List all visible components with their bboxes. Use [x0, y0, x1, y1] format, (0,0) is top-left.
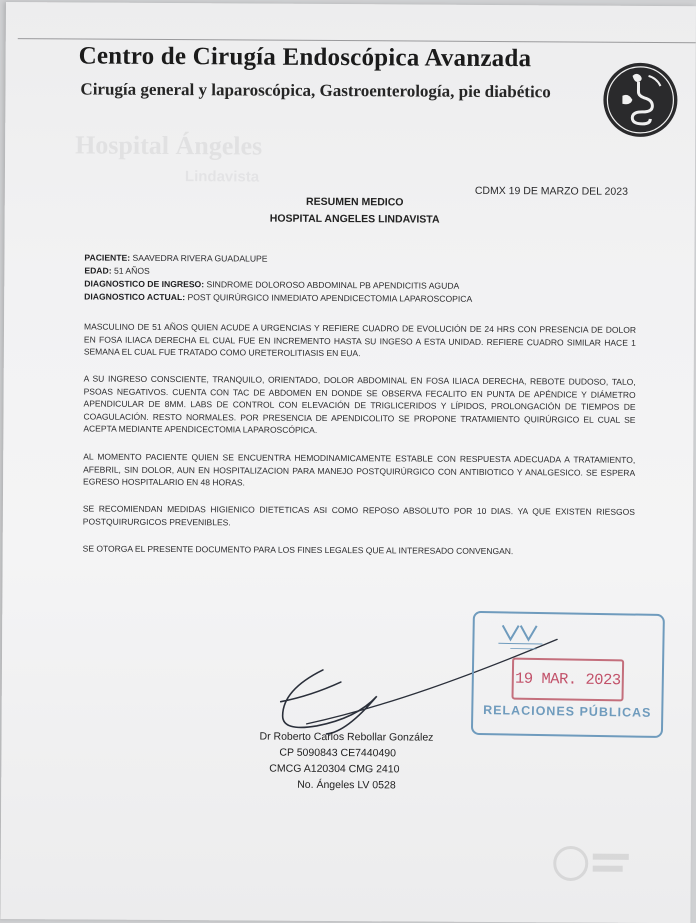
doctor-name: Dr Roberto Carlos Rebollar González	[259, 731, 433, 744]
dx-admission-row	[84, 278, 459, 290]
digestive-tract-icon	[602, 62, 678, 138]
hospital-name: HOSPITAL ANGELES LINDAVISTA	[5, 211, 696, 227]
paragraph-exam: A SU INGRESO CONSCIENTE, TRANQUILO, ORIENTADO, DOLOR ABDOMINAL EN FOSA ILIACA DERECHA, REBOTE DUDOSO, TALO, PSOAS NEGATIVOS. CUENTA CON TAC DE ABDOMEN EN DONDE SE OBSERVA FECALITO EN PUNTA DE APÉNDICE Y DIÁMETRO APENDICULAR DE 8MM. LABS DE CONTROL CON ELEVACIÓN DE TRIGLICERIDOS Y LÍPIDOS, PROLONGACIÓN DE TIEMPOS DE COAGULACIÓN. RESTO NORMALES. POR PRESENCIA DE APENDICOLITO SE PROPONE TRATAMIENTO QUIRÚRGICO EL CUAL SE ACEPTA MEDIANTE APENDICECTOMIA LAPAROSCÓPICA.	[83, 372, 635, 438]
clinic-name: Centro de Cirugía Endoscópica Avanzada	[79, 42, 532, 73]
hospital-angel-icon	[496, 619, 547, 654]
dx-current-row	[84, 291, 472, 303]
dx-admission: SINDROME DOLOROSO ABDOMINAL PB APENDICITIS AGUDA	[206, 279, 459, 291]
doctor-license-2: CMCG A120304 CMG 2410	[269, 763, 399, 776]
stamp-label: RELACIONES PÚBLICAS	[473, 703, 661, 720]
paragraph-legal: SE OTORGA EL PRESENTE DOCUMENTO PARA LOS FINES LEGALES QUE AL INTERESADO CONVENGAN.	[83, 542, 635, 558]
doctor-license-3: No. Ángeles LV 0528	[297, 779, 396, 792]
paragraph-recommendation: SE RECOMIENDAN MEDIDAS HIGIENICO DIETETICAS ASI COMO REPOSO ABSOLUTO POR 10 DIAS. YA QUE EXISTEN RIESGOS POSTQUIRURGICOS PREVENIBLES.	[83, 502, 635, 531]
document-title: RESUMEN MEDICO	[5, 194, 696, 210]
document-date: CDMX 19 DE MARZO DEL 2023	[475, 185, 628, 198]
age-row	[84, 265, 149, 275]
dx-current-label: DIAGNOSTICO ACTUAL:	[84, 291, 185, 302]
watermark-hospital: Hospital Ángeles	[75, 130, 262, 161]
paragraph-history: MASCULINO DE 51 AÑOS QUIEN ACUDE A URGENCIAS Y REFIERE CUADRO DE EVOLUCIÓN DE 24 HRS CON PRESENCIA DE DOLOR EN FOSA ILIACA DERECHA EL CUAL FUE EN INCREMENTO HASTA SU INGESO A ESTA UNIDAD. REFIERE CUADRO SIMILAR HACE 1 SEMANA EL CUAL FUE TRATADO COMO URETEROLITIASIS EN EUA.	[84, 320, 636, 361]
document-page	[0, 2, 696, 923]
dx-current: POST QUIRÚRGICO INMEDIATO APENDICECTOMIA LAPAROSCOPICA	[187, 292, 472, 304]
watermark-sub: Lindavista	[185, 168, 259, 185]
age-label: EDAD:	[84, 265, 111, 275]
patient-name-row	[84, 252, 267, 263]
paragraph-status: AL MOMENTO PACIENTE QUIEN SE ENCUENTRA HEMODINAMICAMENTE ESTABLE CON RESPUESTA ADECUADA A TRATAMIENTO, AFEBRIL, SIN DOLOR, AUN EN HOSPITALIZACION PARA MANEJO POSTQUIRÚRGICO CON ANTIBIOTICO Y ANALGESICO. SE ESPERA EGRESO HOSPITALARIO EN 48 HORAS.	[83, 450, 635, 491]
dx-admission-label: DIAGNOSTICO DE INGRESO:	[84, 278, 204, 289]
doctor-license-1: CP 5090843 CE7440490	[279, 747, 396, 760]
patient-name: SAAVEDRA RIVERA GUADALUPE	[132, 253, 267, 264]
patient-age: 51 AÑOS	[114, 266, 150, 276]
stamp-date: 19 MAR. 2023	[511, 658, 624, 702]
watermark-logo	[553, 843, 633, 883]
public-relations-stamp	[471, 611, 665, 738]
patient-label: PACIENTE:	[84, 252, 130, 262]
clinic-specialties: Cirugía general y laparoscópica, Gastroenterología, pie diabético	[80, 79, 550, 102]
